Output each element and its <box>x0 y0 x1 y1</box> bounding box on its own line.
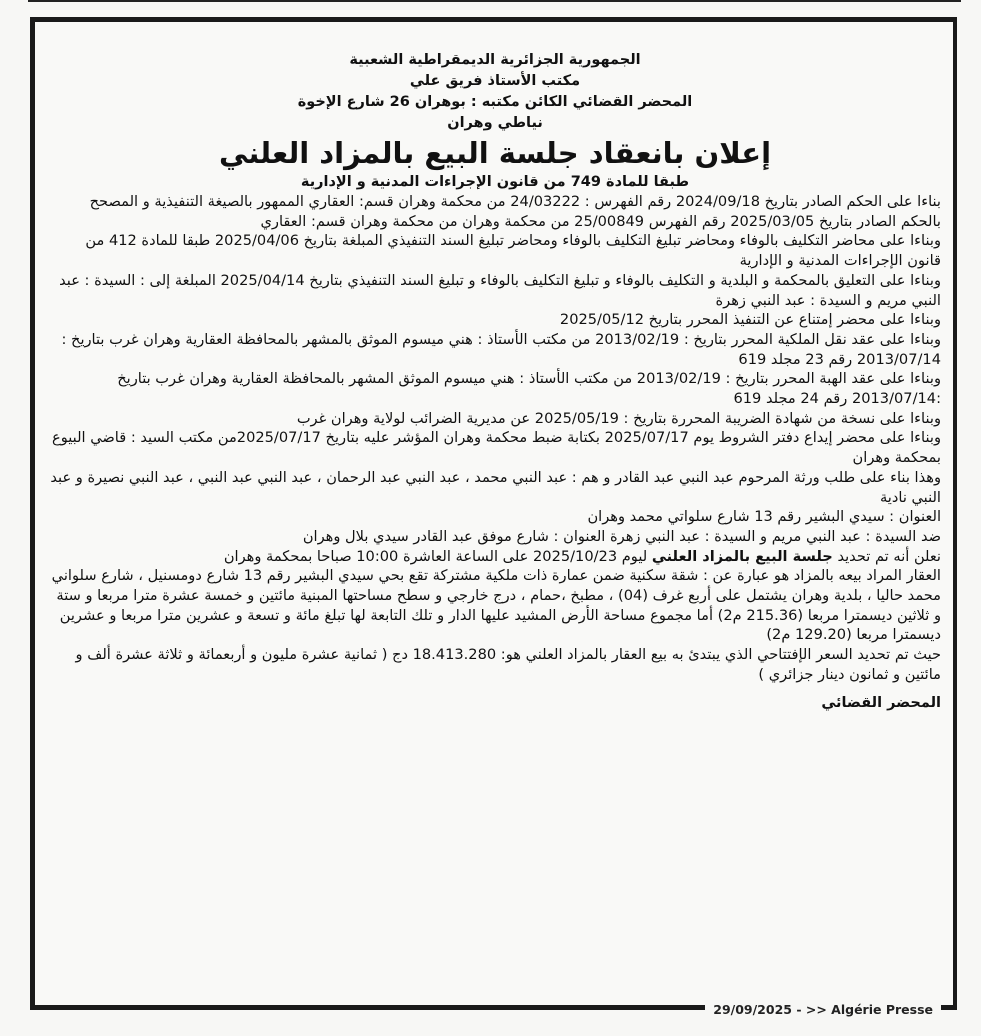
paragraph-price: حيث تم تحديد السعر الإفتتاحي الذي يبتدئ به بيع العقار بالمزاد العلني هو: 18.413.280 دج ( ثمانية عشرة مليون و أربعمائة و ثلاثة عشرة ألف و مائتين و ثمانون دينار جزائري ) <box>75 646 941 683</box>
announcement-title: إعلان بانعقاد جلسة البيع بالمزاد العلني <box>218 136 772 170</box>
paragraph-conditions-filing: وبناءا على محضر إيداع دفتر الشروط يوم 2025/07/17 بكتابة ضبط محكمة وهران المؤشر عليه بتاريخ 2025/07/17من مكتب السيد : قاضي البيوع بمحكمة وهران <box>52 429 941 467</box>
announcement-bold: جلسة البيع بالمزاد العلني <box>651 547 833 565</box>
source-footer: 29/09/2025 - >> Algérie Presse <box>705 1000 941 1020</box>
announcement-prefix: نعلن أنه تم تحديد <box>832 547 941 565</box>
header-office: مكتب الأستاذ فريق علي <box>409 73 581 89</box>
paragraph-property: العقار المراد بيعه بالمزاد هو عبارة عن : شقة سكنية ضمن عمارة ذات ملكية مشتركة تقع بحي سيدي البشير رقم 13 شارع دومسنيل ، شارع سلواني محمد حاليا ، بلدية وهران يشتمل على أربع غرف (04) ، مطبخ ،حمام ، درج خارجي و سطح مساحتها المبنية مائتين و خمسة عشرة مترا مربعا و ستة و ثلاثين ديسمترا مربعا (215.36 م2) أما مجموع مساحة الأرض المشيد عليها الدار و تلك التابعة لها تبلغ مائة و تسعة و عشرين مترا مربعا و عشرين ديسمترا مربعا (129.20 م2) <box>51 567 941 644</box>
header-republic: الجمهورية الجزائرية الديمقراطية الشعبية <box>349 52 641 68</box>
announcement-frame <box>30 17 957 1010</box>
paragraph-posting: وبناءا على التعليق بالمحكمة و البلدية و التكليف بالوفاء و تبليغ التكليف بالوفاء و تبليغ السند التنفيذي بتاريخ 2025/04/14 المبلغة إلى : السيدة : عبد النبي مريم و السيدة : عبد النبي زهرة <box>59 271 941 309</box>
signature: المحضر القضائي <box>821 694 941 711</box>
paragraph-refusal: وبناءا على محضر إمتناع عن التنفيذ المحرر بتاريخ 2025/05/12 <box>559 311 941 329</box>
announcement-subtitle: طبقا للمادة 749 من قانون الإجراءات المدنية و الإدارية <box>300 174 690 190</box>
paragraph-heirs: وهذا بناء على طلب ورثة المرحوم عبد النبي عبد القادر و هم : عبد النبي محمد ، عبد النبي عبد الرحمان ، عبد النبي عبد النبي ، عبد النبي نصيرة و عبد النبي نادية <box>50 468 941 506</box>
top-rule <box>28 0 961 2</box>
paragraph-transfer-deed: وبناءا على عقد نقل الملكية المحرر بتاريخ : 2013/02/19 من مكتب الأستاذ : هني ميسوم الموثق بالمشهر بالمحافظة العقارية وهران غرب بتاريخ : 2013/07/14 رقم 23 مجلد 619 <box>61 330 941 368</box>
paragraph-summons: وبناءا على محاضر التكليف بالوفاء ومحاضر تبليغ التكليف بالوفاء ومحاضر تبليغ السند التنفيذي المبلغة بتاريخ 2025/04/06 طبقا للمادة 412 من قانون الإجراءات المدنية و الإدارية <box>85 232 941 270</box>
announcement-suffix: ليوم 2025/10/23 على الساعة العاشرة 10:00 صباحا بمحكمة وهران <box>223 547 652 565</box>
paragraph-gift-deed: وبناءا على عقد الهبة المحرر بتاريخ : 2013/02/19 من مكتب الأستاذ : هني ميسوم الموثق المشهر بالمحافظة العقارية وهران غرب بتاريخ :2013/07/14 رقم 24 مجلد 619 <box>117 370 941 408</box>
paragraph-heirs-address: العنوان : سيدي البشير رقم 13 شارع سلواتي محمد وهران <box>587 508 941 526</box>
body-text <box>49 192 941 685</box>
paragraph-judgment: بناءا على الحكم الصادر بتاريخ 2024/09/18 رقم الفهرس : 24/03222 من محكمة وهران قسم: العقاري الممهور بالصيغة التنفيذية و المصحح بالحكم الصادر بتاريخ 2025/03/05 رقم الفهرس 25/00849 من محكمة وهران من محكمة وهران قسم: العقاري <box>89 193 941 230</box>
announcement-content <box>49 50 941 711</box>
paragraph-announcement <box>49 547 941 567</box>
paragraph-tax-certificate: وبناءا على نسخة من شهادة الضريبة المحررة بتاريخ : 2025/05/19 عن مديرية الضرائب لولاية وهران غرب <box>296 409 941 427</box>
header-city: نياطي وهران <box>447 115 543 131</box>
header-address: المحضر القضائي الكائن مكتبه : بوهران 26 شارع الإخوة <box>297 94 693 110</box>
paragraph-defendants: ضد السيدة : عبد النبي مريم و السيدة : عبد النبي زهرة العنوان : شارع موفق عبد القادر سيدي بلال وهران <box>302 527 941 545</box>
